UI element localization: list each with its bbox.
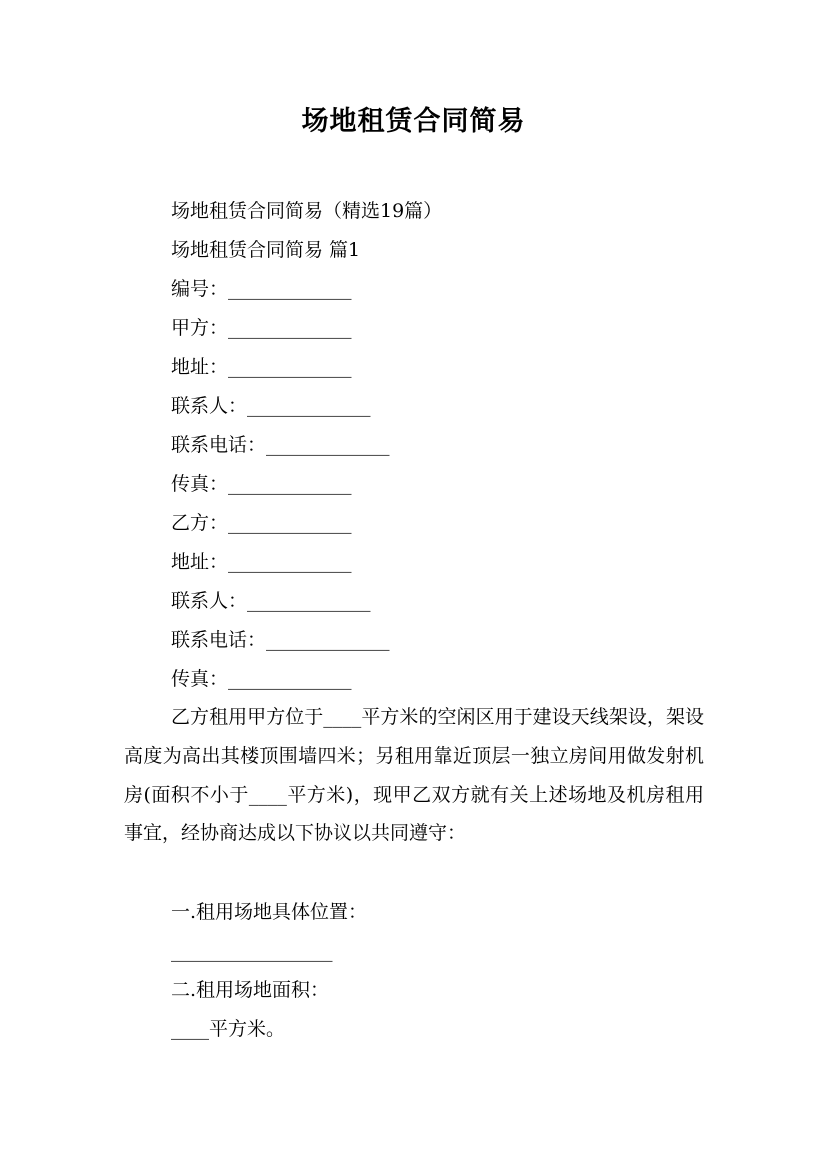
clause-1-heading: 一.租用场地具体位置： xyxy=(171,901,368,923)
field-party-b-phone: 联系电话：_____________ xyxy=(171,629,390,651)
field-party-a-address: 地址：_____________ xyxy=(171,356,352,378)
clause-1-blank: _________________ xyxy=(171,940,333,962)
intro-paragraph: 乙方租用甲方位于____平方米的空闲区用于建设天线架设，架设高度为高出其楼顶围墙四米；另租用靠近顶层一独立房间用做发射机房(面积不小于____平方米)，现甲乙双方就有关上述场地及机房租用事宜，经协商达成以下协议以共同遵守： xyxy=(124,706,704,845)
field-party-b-fax: 传真：_____________ xyxy=(171,668,352,690)
field-party-b-contact: 联系人：_____________ xyxy=(171,590,371,612)
field-party-b: 乙方：_____________ xyxy=(171,512,352,534)
field-contract-number: 编号：_____________ xyxy=(171,278,352,300)
clause-2-value: ____平方米。 xyxy=(171,1018,286,1040)
clause-2-heading: 二.租用场地面积： xyxy=(171,979,330,1001)
document-title: 场地租赁合同简易 xyxy=(301,106,526,137)
field-party-a: 甲方：_____________ xyxy=(171,317,352,339)
section-heading: 场地租赁合同简易 篇1 xyxy=(171,239,361,261)
field-party-a-contact: 联系人：_____________ xyxy=(171,395,371,417)
field-party-a-fax: 传真：_____________ xyxy=(171,473,352,495)
field-party-a-phone: 联系电话：_____________ xyxy=(171,434,390,456)
document-subtitle: 场地租赁合同简易（精选19篇） xyxy=(171,200,443,222)
field-party-b-address: 地址：_____________ xyxy=(171,551,352,573)
